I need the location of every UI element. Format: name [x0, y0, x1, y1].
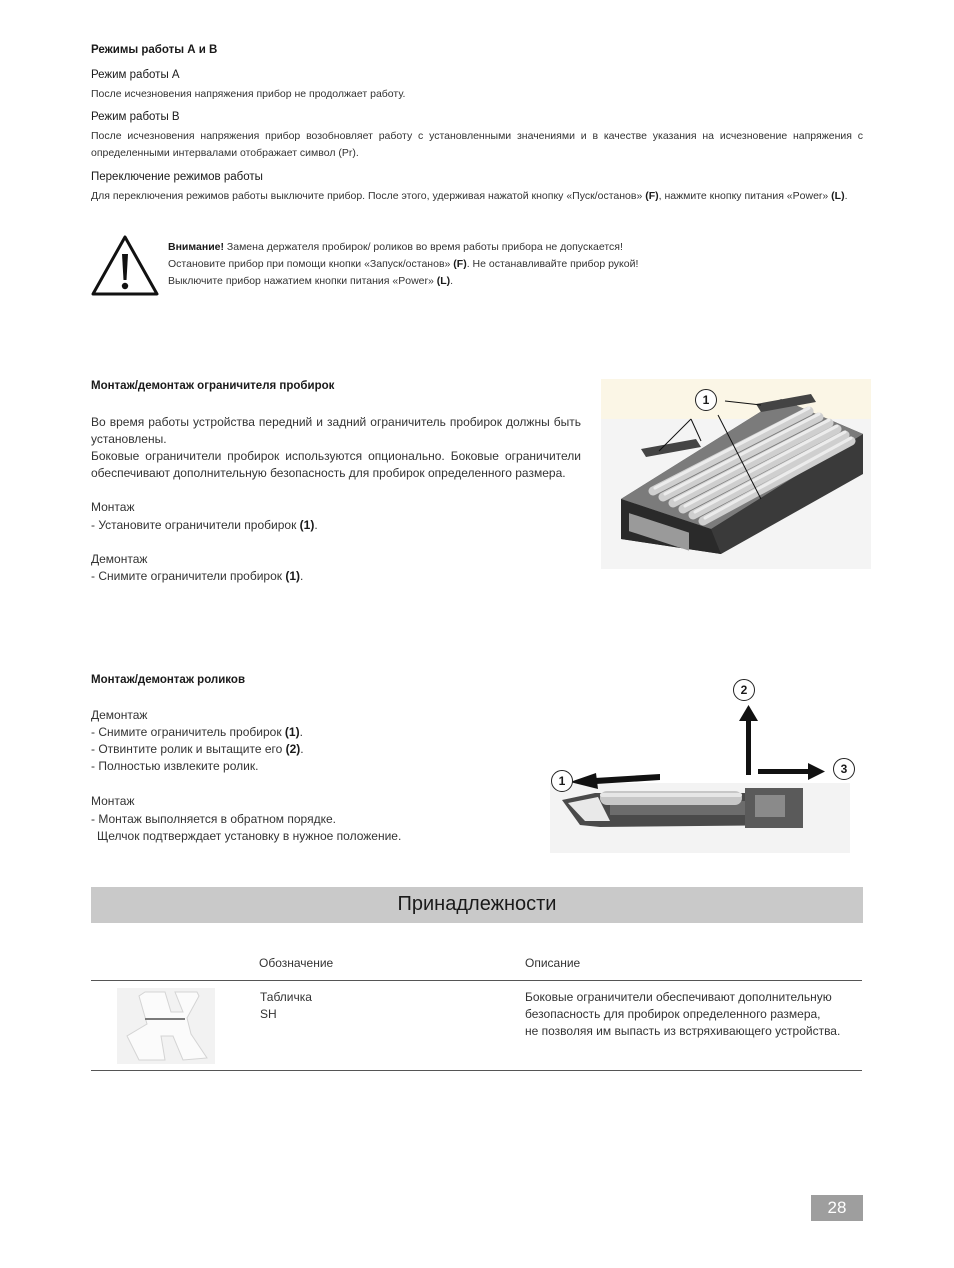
warning-label: Внимание! [168, 241, 224, 253]
mode-b-title: Режим работы В [91, 111, 180, 123]
accessory-description: Боковые ограничители обеспечивают дополнительную безопасность для пробирок определенного размера, не позволяя им выпасть из встряхивающего устройства. [525, 990, 841, 1038]
table-header-divider [91, 980, 862, 981]
limiter-dismount-title: Демонтаж [91, 552, 148, 566]
col-designation-header: Обозначение [259, 956, 334, 970]
rollers-mount-steps: - Монтаж выполняется в обратном порядке. Щелчок подтверждает установку в нужное положение. [91, 812, 402, 843]
col-description-header: Описание [525, 956, 581, 970]
roller-mixer-illustration [601, 379, 871, 569]
mode-a-title: Режим работы А [91, 69, 180, 81]
mode-a-text: После исчезновения напряжения прибор не продолжает работу. [91, 88, 406, 100]
table-bottom-divider [91, 1070, 862, 1071]
accessories-title: Принадлежности [397, 893, 557, 915]
rollers-dismount-steps: - Снимите ограничитель пробирок (1). - Отвинтите ролик и вытащите его (2). - Полностью извлеките ролик. [91, 725, 304, 773]
rollers-heading: Монтаж/демонтаж роликов [91, 674, 246, 686]
warning-text: Внимание! Замена держателя пробирок/ роликов во время работы прибора не допускается! Остановите прибор при помощи кнопки «Запуск/останов» (F). Не останавливайте прибор рукой! Выключите прибор нажатием кнопки питания «Power» (L). [168, 241, 639, 287]
rollers-dismount-title: Демонтаж [91, 708, 148, 722]
rollers-callout-2: 2 [733, 679, 755, 701]
rollers-mount-title: Монтаж [91, 794, 135, 808]
rollers-callout-1: 1 [551, 770, 573, 792]
accessory-plate-image [117, 988, 215, 1064]
limiter-heading: Монтаж/демонтаж ограничителя пробирок [91, 380, 335, 392]
limiter-mount-step: - Установите ограничители пробирок (1). [91, 518, 318, 532]
accessories-section-bar [91, 887, 863, 923]
mode-b-line2: определенными интервалами отображает символ (Pr). [91, 147, 359, 159]
modes-heading: Режимы работы А и В [91, 44, 218, 56]
switch-text: Для переключения режимов работы выключите прибор. После этого, удерживая нажатой кнопку «Пуск/останов» (F), нажмите кнопку питания «Power» (L). [91, 190, 848, 202]
warning-icon [90, 234, 160, 297]
page-number: 28 [811, 1195, 863, 1221]
roller-removal-illustration [540, 675, 865, 855]
limiter-mount-title: Монтаж [91, 500, 135, 514]
accessory-name: Табличка SH [260, 990, 312, 1021]
mode-b-line1: После исчезновения напряжения прибор возобновляет работу с установленными значениями и в качестве указания на исчезновение напряжения с [91, 130, 863, 142]
limiter-callout-1: 1 [695, 389, 717, 411]
rollers-callout-3: 3 [833, 758, 855, 780]
limiter-description: Во время работы устройства передний и задний ограничитель пробирок должны быть установлены. Боковые ограничители пробирок используются опционально. Боковые ограничители обеспечивают дополнительную безопасность для пробирок определенного размера. [91, 415, 581, 480]
limiter-dismount-step: - Снимите ограничители пробирок (1). [91, 569, 304, 583]
switch-title: Переключение режимов работы [91, 171, 263, 183]
